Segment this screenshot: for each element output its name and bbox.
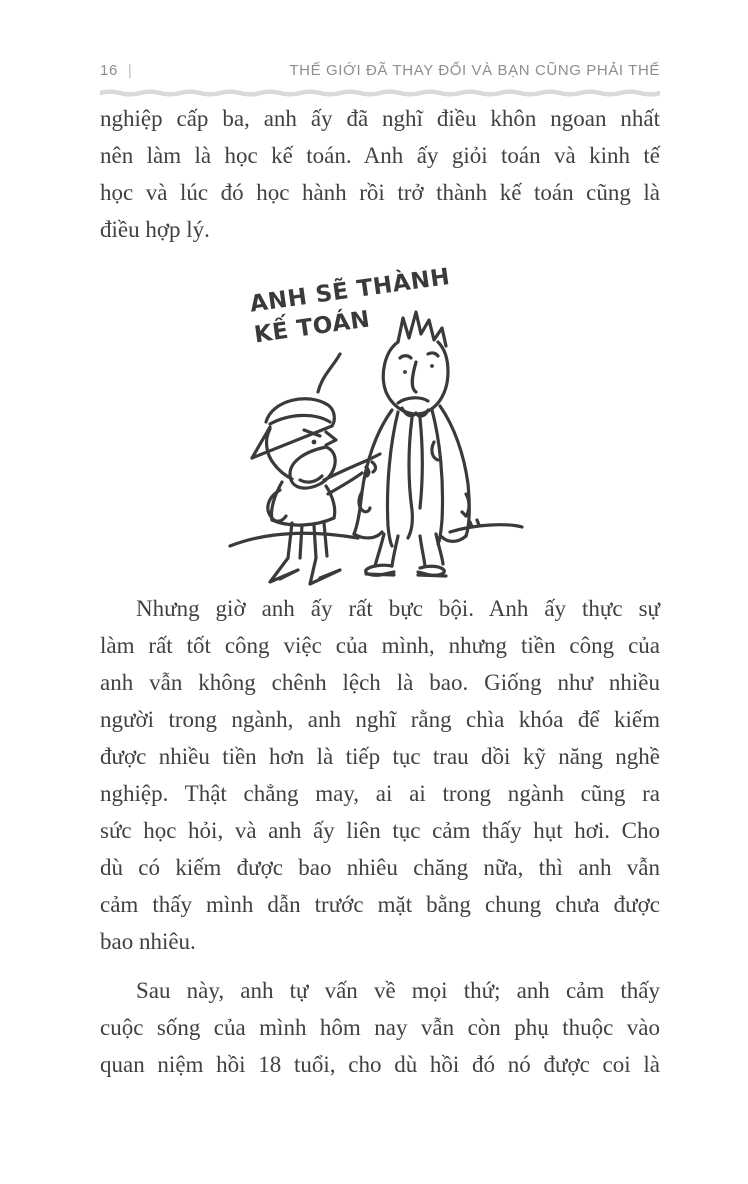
speech-connector-line bbox=[318, 354, 340, 392]
page-header bbox=[100, 62, 660, 79]
text-line: cuộc sống của mình hôm nay vẫn còn phụ thuộc vào bbox=[100, 1015, 660, 1040]
running-title: THẾ GIỚI ĐÃ THAY ĐỔI VÀ BẠN CŨNG PHẢI THẾ bbox=[289, 62, 660, 79]
text-line: sức học hỏi, và anh ấy liên tục cảm thấy hụt hơi. Cho bbox=[100, 818, 660, 843]
speech-text-line: KẾ TOÁN bbox=[252, 306, 372, 349]
text-line: cảm thấy mình dẫn trước mặt bằng chung chưa được bbox=[100, 892, 660, 917]
text-line: điều hợp lý. bbox=[100, 217, 210, 242]
cartoon-illustration bbox=[222, 263, 532, 590]
text-line: Sau này, anh tự vấn về mọi thứ; anh cảm thấy bbox=[136, 978, 660, 1003]
tall-person-figure bbox=[354, 312, 479, 576]
paragraph bbox=[100, 972, 660, 1083]
text-line: anh vẫn không chênh lệch là bao. Giống như nhiều bbox=[100, 670, 660, 695]
text-line: quan niệm hồi 18 tuổi, cho dù hồi đó nó được coi là bbox=[100, 1052, 660, 1077]
text-line: nghiệp cấp ba, anh ấy đã nghĩ điều khôn ngoan nhất bbox=[100, 106, 660, 131]
text-line: dù có kiếm được bao nhiêu chăng nữa, thì anh vẫn bbox=[100, 855, 660, 880]
text-line: làm rất tốt công việc của mình, nhưng tiền công của bbox=[100, 633, 660, 658]
paragraph bbox=[100, 100, 660, 248]
page-number-block bbox=[100, 62, 132, 79]
text-line: được nhiều tiền hơn là tiếp tục trau dồi kỹ năng nghề bbox=[100, 744, 660, 769]
header-divider bbox=[100, 88, 660, 98]
speech-text-line: ANH SẼ THÀNH bbox=[248, 263, 452, 318]
text-line: học và lúc đó học hành rồi trở thành kế toán cũng là bbox=[100, 180, 660, 205]
page-number-separator: | bbox=[127, 62, 133, 79]
text-line: nghiệp. Thật chẳng may, ai ai trong ngành cũng ra bbox=[100, 781, 660, 806]
text-line: người trong ngành, anh nghĩ rằng chìa khóa để kiếm bbox=[100, 707, 660, 732]
text-line: nên làm là học kế toán. Anh ấy giỏi toán và kinh tế bbox=[100, 143, 660, 168]
paragraph bbox=[100, 590, 660, 960]
text-line: bao nhiêu. bbox=[100, 929, 196, 954]
text-line: Nhưng giờ anh ấy rất bực bội. Anh ấy thực sự bbox=[136, 596, 660, 621]
page-number: 16 bbox=[100, 62, 118, 79]
